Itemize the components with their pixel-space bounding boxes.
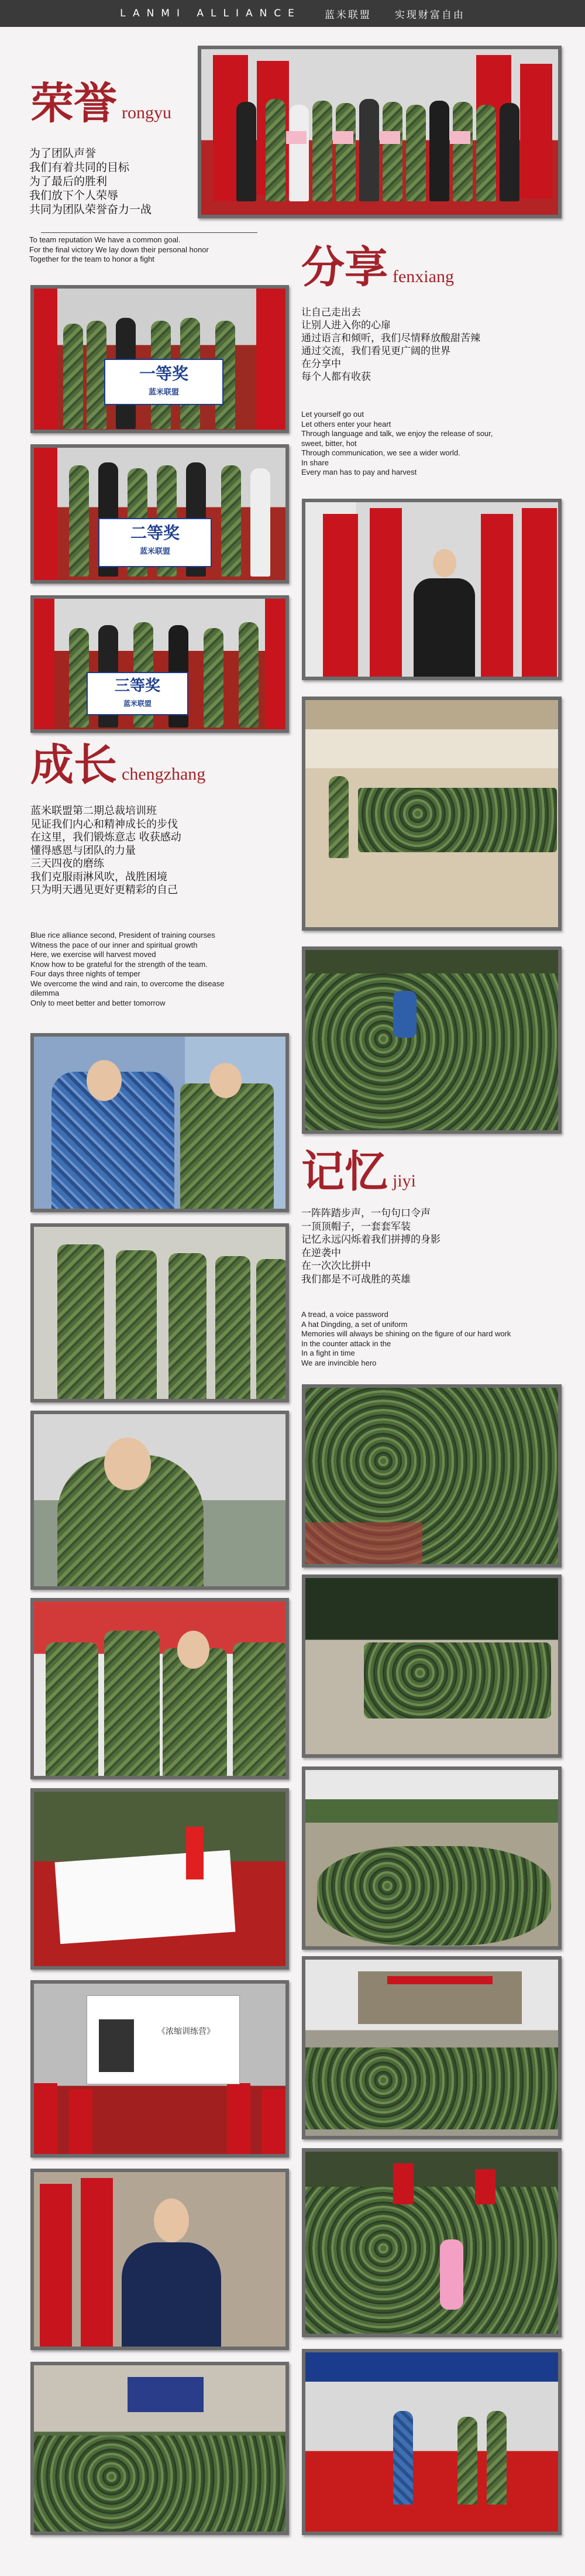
projector-screen: [87, 1995, 240, 2084]
text-line: 一顶顶帽子，一套套军装: [301, 1220, 411, 1233]
photo-award-third: [30, 595, 289, 733]
text-line: 一阵阵踏步声，一句句口令声: [301, 1208, 431, 1219]
text-line: 见证我们内心和精神成长的步伐: [30, 818, 178, 831]
jiyi-cn-text: [301, 1207, 441, 1286]
section-title-text: 分享: [301, 242, 388, 293]
award-prize: 三等奖: [114, 677, 160, 695]
text-line: In share: [301, 458, 329, 467]
jiyi-en-text: [301, 1310, 511, 1368]
text-line: Blue rice alliance second, President of training courses: [30, 931, 215, 939]
fenxiang-en-text: [301, 410, 493, 478]
text-line: In a fight in time: [301, 1349, 355, 1357]
section-pinyin: chengzhang: [122, 764, 206, 784]
text-line: 共同为团队荣誉奋力一战: [29, 203, 152, 216]
text-line: Know how to be grateful for the strength of the team.: [30, 959, 208, 969]
text-line: Together for the team to honor a fight: [29, 255, 154, 263]
section-title-jiyi: [301, 1147, 417, 1197]
text-line: 为了最后的胜利: [29, 175, 108, 188]
text-line: 每个人都有收获: [301, 371, 371, 383]
text-line: For the final victory We lay down their personal honor: [29, 245, 209, 254]
top-banner: [0, 0, 585, 27]
text-line: 在这里，我们锻炼意志 收获感动: [30, 831, 181, 843]
text-line: Here, we exercise will harvest moved: [30, 950, 156, 959]
text-line: 通过交流，我们看见更广阔的世界: [301, 345, 450, 357]
text-line: 我们克服雨淋风吹，战胜困境: [30, 870, 167, 883]
text-line: Witness the pace of our inner and spiritual growth: [30, 940, 198, 949]
chengzhang-cn-text: [30, 805, 181, 897]
photo-group-flags: [198, 46, 562, 218]
text-line: 我们都是不可战胜的英雄: [301, 1273, 411, 1285]
section-title-text: 记忆: [301, 1147, 388, 1197]
photo-classroom-seated: [30, 2362, 289, 2535]
text-line: 在逆袭中: [301, 1247, 341, 1259]
text-line: Every man has to pay and harvest: [301, 468, 417, 476]
text-line: A tread, a voice password: [301, 1310, 388, 1319]
section-pinyin: fenxiang: [393, 267, 454, 286]
text-line: 让自己走出去: [301, 307, 361, 318]
section-title-rongyu: [30, 78, 171, 129]
chengzhang-en-text: [30, 931, 224, 1008]
text-line: 在分享中: [301, 358, 341, 370]
photo-crowd-celebration: [302, 2148, 562, 2337]
photo-presenter-suit: [30, 2169, 289, 2350]
brand-name-cn: 蓝米联盟: [324, 9, 371, 21]
award-prize: 一等奖: [139, 364, 188, 383]
photo-building-lineup: [302, 1956, 562, 2139]
photo-girls-microphone: [30, 1598, 289, 1779]
text-line: To team reputation We have a common goal.: [29, 235, 181, 244]
photo-hall-seated: [302, 697, 562, 931]
text-line: 我们有着共同的目标: [29, 161, 130, 174]
photo-badge-pinning: [30, 1033, 289, 1212]
section-pinyin: rongyu: [122, 103, 171, 122]
photo-award-first: [30, 285, 289, 433]
photo-salute-line: [30, 1223, 289, 1402]
award-plaque-first: [104, 359, 223, 405]
text-line: Through communication, we see a wider world.: [301, 448, 460, 457]
photo-crowd-phones: [302, 946, 562, 1134]
photo-outdoor-circle: [302, 1767, 562, 1950]
photo-girl-smiling: [30, 1411, 289, 1590]
section-title-fenxiang: [301, 242, 454, 293]
photo-night-squat: [302, 1575, 562, 1758]
course-title: 《浓缩训练营》: [157, 2027, 215, 2036]
rongyu-cn-text: [29, 146, 152, 217]
text-line: 为了团队声誉: [29, 147, 97, 160]
text-line: Let yourself go out: [301, 410, 364, 419]
award-team: 蓝米联盟: [139, 547, 170, 556]
award-plaque-second: [98, 518, 212, 567]
award-team: 蓝米联盟: [123, 699, 152, 708]
text-line: Only to meet better and better tomorrow: [30, 998, 166, 1007]
brand-name: LANMI ALLIANCE: [120, 8, 301, 19]
section-title-chengzhang: [30, 740, 206, 790]
rongyu-en-text: [29, 235, 209, 265]
text-line: We overcome the wind and rain, to overcome the disease: [30, 979, 225, 988]
section-title-text: 成长: [30, 740, 117, 790]
text-line: 懂得感恩与团队的力量: [30, 844, 136, 857]
photo-notebook-writing: [30, 1788, 289, 1970]
award-team: 蓝米联盟: [148, 388, 179, 397]
award-prize: 二等奖: [130, 523, 180, 543]
photo-stage-mat: [302, 2349, 562, 2535]
text-line: Let others enter your heart: [301, 419, 391, 428]
text-line: 只为明天遇见更好更精彩的自己: [30, 884, 178, 896]
text-line: In the counter attack in the: [301, 1339, 391, 1348]
text-line: Memories will always be shining on the figure of our hard work: [301, 1329, 511, 1338]
text-line: 蓝米联盟第二期总裁培训班: [30, 805, 157, 817]
section-pinyin: jiyi: [393, 1171, 417, 1191]
text-line: 通过语言和倾听，我们尽情释放酸甜苦辣: [301, 332, 480, 344]
section-title-text: 荣誉: [30, 78, 117, 129]
text-line: Through language and talk, we enjoy the release of sour,: [301, 429, 493, 438]
text-line: 在一次次比拼中: [301, 1260, 371, 1272]
text-line: We are invincible hero: [301, 1358, 377, 1367]
text-line: A hat Dingding, a set of uniform: [301, 1319, 408, 1329]
photo-crowd-seated: [302, 1384, 562, 1567]
photo-speaker-microphone: [302, 499, 562, 680]
text-line: 我们放下个人荣辱: [29, 189, 119, 202]
fenxiang-cn-text: [301, 306, 480, 383]
text-line: Four days three nights of temper: [30, 969, 140, 978]
text-line: 三天四夜的磨练: [30, 857, 104, 870]
photo-award-second: [30, 444, 289, 584]
text-line: sweet, bitter, hot: [301, 438, 357, 448]
award-plaque-third: [87, 672, 188, 715]
divider: [41, 232, 257, 233]
photo-course-screen: [30, 1980, 289, 2157]
text-line: 记忆永远闪烁着我们拼搏的身影: [301, 1234, 441, 1246]
text-line: 让别人进入你的心扉: [301, 320, 391, 331]
text-line: dilemma: [30, 989, 60, 997]
slogan: 实现财富自由: [394, 9, 465, 21]
